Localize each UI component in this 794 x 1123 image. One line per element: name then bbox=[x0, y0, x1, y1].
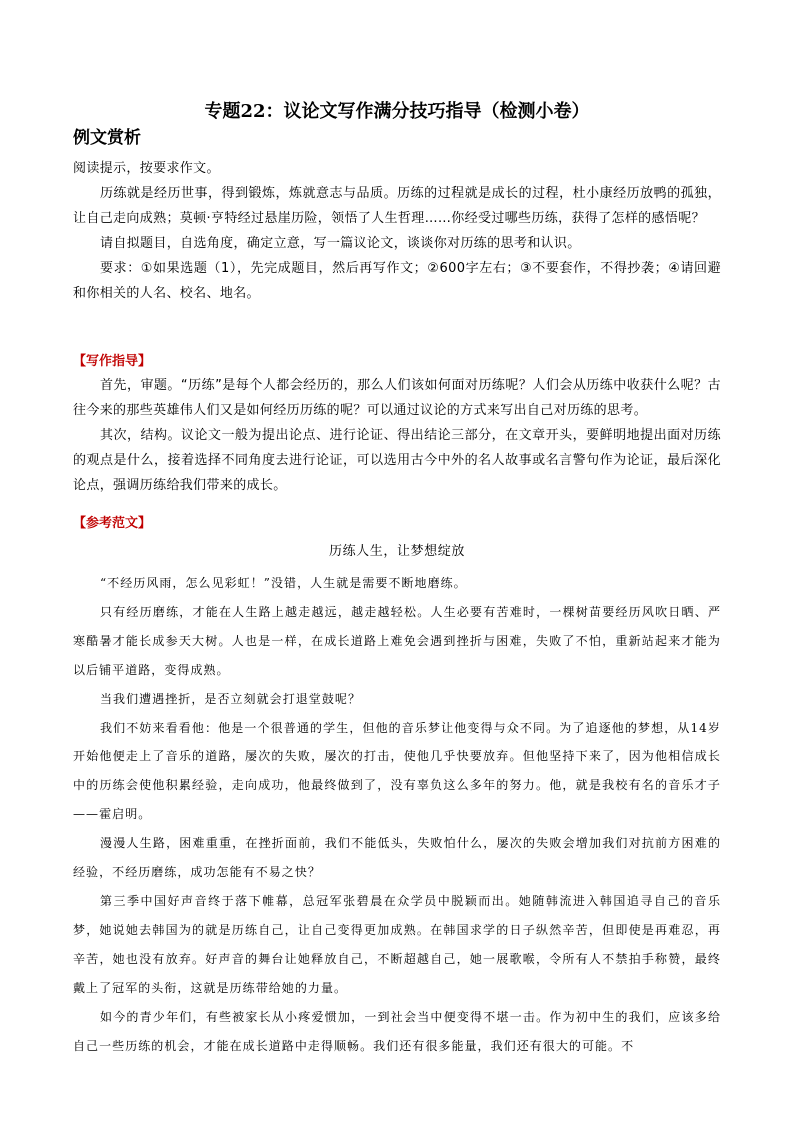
essay-title: 历练人生，让梦想绽放 bbox=[328, 544, 465, 559]
prompt-block bbox=[73, 156, 721, 306]
guide-paragraph: 其次，结构。议论文一般为提出论点、进行论证、得出结论三部分，在文章开头，要鲜明地提出面对历练的观点是什么，接着选择不同角度去进行论证，可以选用古今中外的名人故事或名言警句作为论证，最后深化论点，强调历练给我们带来的成长。 bbox=[73, 428, 721, 493]
prompt-paragraph: 历练就是经历世事，得到锻炼，炼就意志与品质。历练的过程就是成长的过程，杜小康经历放鸭的孤独，让自己走向成熟；莫顿·亨特经过悬崖历险，领悟了人生哲理……你经受过哪些历练，获得了怎样的感悟呢？ bbox=[73, 186, 721, 226]
prompt-paragraph: 要求：①如果选题（1），先完成题目，然后再写作文；②600字左右；③不要套作，不得抄袭；④请回避和你相关的人名、校名、地名。 bbox=[73, 261, 721, 301]
essay-paragraph: 只有经历磨练，才能在人生路上越走越远，越走越轻松。人生必要有苦难时，一棵树苗要经历风吹日晒、严寒酷暑才能长成参天大树。人也是一样，在成长道路上难免会遇到挫折与困难，失败了不怕，重新站起来才能为以后铺平道路，变得成熟。 bbox=[73, 604, 721, 677]
guide-block bbox=[73, 373, 721, 498]
essay-paragraph: 如今的青少年们，有些被家长从小疼爱惯加，一到社会当中便变得不堪一击。作为初中生的我们，应该多给自己一些历练的机会，才能在成长道路中走得顺畅。我们还有很多能量，我们还有很大的可能。不 bbox=[73, 1009, 721, 1053]
essay-paragraph: 当我们遭遇挫折，是否立刻就会打退堂鼓呢？ bbox=[100, 691, 362, 706]
sample-essay-tag: 【参考范文】 bbox=[73, 516, 152, 531]
page-title: 专题22：议论文写作满分技巧指导（检测小卷） bbox=[204, 101, 590, 122]
writing-guide-tag: 【写作指导】 bbox=[73, 354, 152, 369]
prompt-paragraph: 请自拟题目，自选角度，确定立意，写一篇议论文，谈谈你对历练的思考和认识。 bbox=[100, 236, 581, 251]
essay-paragraph: “不经历风雨，怎么见彩虹！”没错，人生就是需要不断地磨练。 bbox=[100, 576, 467, 590]
essay-paragraph: 第三季中国好声音终于落下帷幕，总冠军张碧晨在众学员中脱颖而出。她随韩流进入韩国追寻自己的音乐梦，她说她去韩国为的就是历练自己，让自己变得更加成熟。在韩国求学的日子纵然辛苦，但即使是再难忍，再辛苦，她也没有放弃。好声音的舞台让她释放自己，不断超越自己，她一展歌喉，令所有人不禁拍手称赞，最终戴上了冠军的头衔，这就是历练带给她的力量。 bbox=[73, 893, 721, 995]
essay-paragraph: 漫漫人生路，困难重重，在挫折面前，我们不能低头，失败怕什么，屡次的失败会增加我们对抗前方困难的经验，不经历磨练，成功怎能有不易之快？ bbox=[73, 836, 721, 880]
essay-body bbox=[73, 569, 721, 1060]
prompt-intro: 阅读提示，按要求作文。 bbox=[73, 161, 220, 176]
section-heading: 例文赏析 bbox=[73, 128, 141, 148]
guide-paragraph: 首先，审题。“历练”是每个人都会经历的，那么人们该如何面对历练呢？人们会从历练中收获什么呢？古往今来的那些英雄伟人们又是如何经历历练的呢？可以通过议论的方式来写出自己对历练的思考。 bbox=[73, 378, 721, 418]
essay-paragraph: 我们不妨来看看他：他是一个很普通的学生，但他的音乐梦让他变得与众不同。为了追逐他的梦想，从14岁开始他便走上了音乐的道路，屡次的失败，屡次的打击，使他几乎快要放弃。但他坚持下来了，因为他相信成长中的历练会使他积累经验，走向成功，他最终做到了，没有辜负这么多年的努力。他，就是我校有名的音乐才子——霍启明。 bbox=[73, 720, 721, 822]
